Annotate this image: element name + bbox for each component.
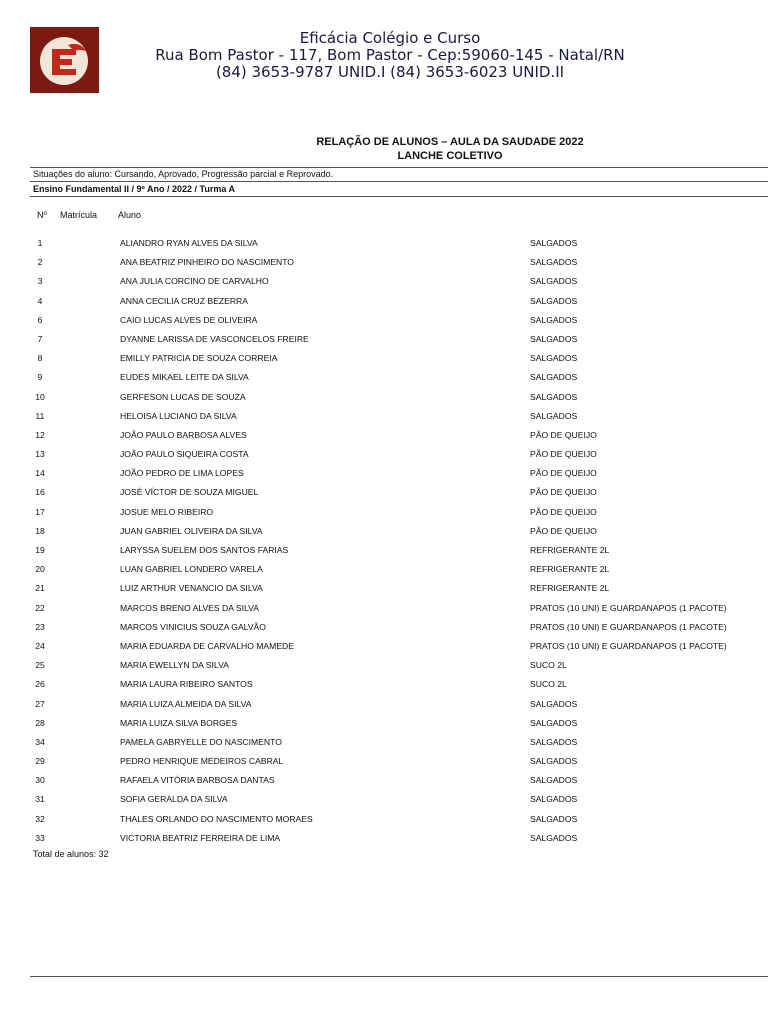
student-row bbox=[0, 465, 768, 484]
student-item: SALGADOS bbox=[530, 257, 578, 268]
student-number: 27 bbox=[35, 698, 45, 709]
student-number: 33 bbox=[35, 832, 45, 843]
student-item: PÃO DE QUEIJO bbox=[530, 429, 597, 440]
student-name: CAIO LUCAS ALVES DE OLIVEIRA bbox=[120, 314, 258, 325]
turma-label: Ensino Fundamental II / 9º Ano / 2022 / Turma A bbox=[33, 184, 235, 194]
student-number: 8 bbox=[37, 353, 43, 364]
student-row bbox=[0, 830, 768, 849]
student-name: MARCOS BRENO ALVES DA SILVA bbox=[120, 602, 259, 613]
divider-top bbox=[30, 167, 768, 168]
logo-graphic bbox=[30, 27, 99, 93]
divider-situacao bbox=[30, 181, 768, 182]
student-row bbox=[0, 791, 768, 810]
school-address: Rua Bom Pastor - 117, Bom Pastor - Cep:59060-145 - Natal/RN bbox=[155, 46, 625, 64]
student-name: ANA BEATRIZ PINHEIRO DO NASCIMENTO bbox=[120, 257, 294, 268]
student-row bbox=[0, 427, 768, 446]
student-item: SALGADOS bbox=[530, 698, 578, 709]
student-name: JOSÉ VÍCTOR DE SOUZA MIGUEL bbox=[120, 487, 259, 498]
student-name: JOÃO PEDRO DE LIMA LOPES bbox=[120, 468, 244, 479]
student-item: PÃO DE QUEIJO bbox=[530, 506, 597, 517]
student-row bbox=[0, 715, 768, 734]
student-number: 20 bbox=[35, 564, 45, 575]
student-row bbox=[0, 273, 768, 292]
student-item: PÃO DE QUEIJO bbox=[530, 449, 597, 460]
student-item: SALGADOS bbox=[530, 238, 578, 248]
student-row bbox=[0, 504, 768, 523]
student-row bbox=[0, 312, 768, 331]
student-item: SALGADOS bbox=[530, 756, 578, 767]
divider-footer bbox=[30, 976, 768, 977]
student-row bbox=[0, 446, 768, 465]
student-item: REFRIGERANTE 2L bbox=[530, 583, 610, 594]
student-item: SALGADOS bbox=[530, 794, 578, 805]
student-number: 9 bbox=[37, 372, 43, 383]
student-number: 31 bbox=[35, 794, 45, 805]
student-row bbox=[0, 638, 768, 657]
student-name: MARIA EDUARDA DE CARVALHO MAMEDE bbox=[120, 640, 294, 651]
student-row bbox=[0, 734, 768, 753]
student-item: SALGADOS bbox=[530, 391, 578, 402]
student-item: SUCO 2L bbox=[530, 660, 567, 671]
student-name: LARYSSA SUELEM DOS SANTOS FARIAS bbox=[120, 545, 289, 555]
student-item: PRATOS (10 UNI) E GUARDANAPOS (1 PACOTE) bbox=[530, 602, 727, 613]
student-name: JOÃO PAULO BARBOSA ALVES bbox=[120, 429, 247, 440]
student-number: 1 bbox=[37, 238, 43, 248]
student-item: REFRIGERANTE 2L bbox=[530, 564, 610, 575]
situacao-note: Situações do aluno: Cursando, Aprovado, Progressão parcial e Reprovado. bbox=[33, 169, 334, 179]
student-name: EMILLY PATRICIA DE SOUZA CORREIA bbox=[120, 353, 278, 364]
student-name: MARIA EWELLYN DA SILVA bbox=[120, 660, 229, 671]
student-number: 32 bbox=[35, 813, 45, 824]
student-row bbox=[0, 600, 768, 619]
student-name: ANNA CECILIA CRUZ BEZERRA bbox=[120, 295, 248, 306]
student-item: SALGADOS bbox=[530, 333, 578, 344]
report-title: RELAÇÃO DE ALUNOS – AULA DA SAUDADE 2022 bbox=[316, 136, 584, 148]
student-item: SALGADOS bbox=[530, 295, 578, 306]
student-name: JOSUE MELO RIBEIRO bbox=[120, 506, 214, 517]
student-number: 4 bbox=[37, 295, 43, 306]
report-title-block bbox=[250, 135, 650, 163]
student-item: SALGADOS bbox=[530, 372, 578, 383]
student-item: SALGADOS bbox=[530, 775, 578, 786]
student-number: 28 bbox=[35, 717, 45, 728]
student-name: MARIA LUIZA SILVA BORGES bbox=[120, 717, 238, 728]
student-name: ANA JULIA CORCINO DE CARVALHO bbox=[120, 276, 269, 287]
student-row bbox=[0, 293, 768, 312]
student-number: 16 bbox=[35, 487, 45, 498]
student-number: 2 bbox=[37, 257, 43, 268]
student-number: 30 bbox=[35, 775, 45, 786]
student-row bbox=[0, 331, 768, 350]
student-row bbox=[0, 542, 768, 561]
student-number: 23 bbox=[35, 621, 45, 632]
student-item: SUCO 2L bbox=[530, 679, 567, 690]
eficacia-logo-icon bbox=[30, 27, 99, 93]
student-row bbox=[0, 254, 768, 273]
student-item: PÃO DE QUEIJO bbox=[530, 525, 597, 536]
student-number: 11 bbox=[35, 410, 45, 421]
student-name: JOÃO PAULO SIQUEIRA COSTA bbox=[120, 449, 249, 460]
student-row bbox=[0, 369, 768, 388]
student-row bbox=[0, 772, 768, 791]
student-number: 26 bbox=[35, 679, 45, 690]
student-item: SALGADOS bbox=[530, 410, 578, 421]
student-row bbox=[0, 676, 768, 695]
divider-turma bbox=[30, 196, 768, 197]
student-number: 21 bbox=[35, 583, 45, 594]
student-row bbox=[0, 657, 768, 676]
student-row bbox=[0, 696, 768, 715]
student-item: PRATOS (10 UNI) E GUARDANAPOS (1 PACOTE) bbox=[530, 640, 727, 651]
student-name: VICTORIA BEATRIZ FERREIRA DE LIMA bbox=[120, 832, 281, 843]
student-row bbox=[0, 561, 768, 580]
column-header-aluno: Aluno bbox=[118, 210, 142, 220]
student-row bbox=[0, 753, 768, 772]
student-item: SALGADOS bbox=[530, 353, 578, 364]
student-item: SALGADOS bbox=[530, 813, 578, 824]
student-number: 24 bbox=[35, 640, 45, 651]
student-row bbox=[0, 619, 768, 638]
student-number: 6 bbox=[37, 314, 43, 325]
student-item: SALGADOS bbox=[530, 276, 578, 287]
student-name: JUAN GABRIEL OLIVEIRA DA SILVA bbox=[120, 525, 263, 536]
student-number: 13 bbox=[35, 449, 45, 460]
student-item: SALGADOS bbox=[530, 736, 578, 747]
student-item: SALGADOS bbox=[530, 832, 578, 843]
student-item: PÃO DE QUEIJO bbox=[530, 487, 597, 498]
student-row bbox=[0, 350, 768, 369]
student-number: 12 bbox=[35, 429, 45, 440]
student-name: RAFAELA VITÓRIA BARBOSA DANTAS bbox=[120, 775, 275, 786]
student-row bbox=[0, 523, 768, 542]
student-row bbox=[0, 235, 768, 254]
student-number: 34 bbox=[35, 736, 45, 747]
student-number: 18 bbox=[35, 525, 45, 536]
student-name: PAMELA GABRYELLE DO NASCIMENTO bbox=[120, 736, 282, 747]
school-header bbox=[130, 30, 650, 81]
student-name: MARIA LUIZA ALMEIDA DA SILVA bbox=[120, 698, 252, 709]
student-number: 17 bbox=[35, 506, 45, 517]
student-name: MARIA LAURA RIBEIRO SANTOS bbox=[120, 679, 253, 690]
student-number: 7 bbox=[37, 333, 43, 344]
student-item: SALGADOS bbox=[530, 314, 578, 325]
student-list bbox=[0, 235, 768, 849]
student-number: 3 bbox=[37, 276, 43, 287]
student-number: 25 bbox=[35, 660, 45, 671]
student-name: GERFESON LUCAS DE SOUZA bbox=[120, 391, 246, 402]
student-row bbox=[0, 484, 768, 503]
student-name: ALIANDRO RYAN ALVES DA SILVA bbox=[120, 238, 258, 248]
student-name: MARCOS VINICIUS SOUZA GALVÃO bbox=[120, 621, 266, 632]
student-number: 19 bbox=[35, 545, 45, 555]
student-name: DYANNE LARISSA DE VASCONCELOS FREIRE bbox=[120, 333, 309, 344]
student-name: THALES ORLANDO DO NASCIMENTO MORAES bbox=[120, 813, 313, 824]
student-number: 22 bbox=[35, 602, 45, 613]
school-phones: (84) 3653-9787 UNID.I (84) 3653-6023 UNID.II bbox=[215, 63, 565, 81]
student-name: SOFIA GERALDA DA SILVA bbox=[120, 794, 228, 805]
student-number: 10 bbox=[35, 391, 45, 402]
total-students: Total de alunos: 32 bbox=[33, 849, 109, 859]
student-row bbox=[0, 389, 768, 408]
student-number: 29 bbox=[35, 756, 45, 767]
column-header-matricula: Matrícula bbox=[60, 210, 98, 220]
student-row bbox=[0, 811, 768, 830]
student-item: PÃO DE QUEIJO bbox=[530, 468, 597, 479]
student-row bbox=[0, 408, 768, 427]
student-item: SALGADOS bbox=[530, 717, 578, 728]
student-name: LUAN GABRIEL LONDERO VARELA bbox=[120, 564, 263, 575]
student-number: 14 bbox=[35, 468, 45, 479]
student-name: HELOISA LUCIANO DA SILVA bbox=[120, 410, 237, 421]
student-name: LUIZ ARTHUR VENANCIO DA SILVA bbox=[120, 583, 263, 594]
student-item: PRATOS (10 UNI) E GUARDANAPOS (1 PACOTE) bbox=[530, 621, 727, 632]
column-header-num: Nº bbox=[37, 210, 47, 220]
student-name: PEDRO HENRIQUE MEDEIROS CABRAL bbox=[120, 756, 284, 767]
student-name: EUDES MIKAEL LEITE DA SILVA bbox=[120, 372, 249, 383]
student-item: REFRIGERANTE 2L bbox=[530, 545, 610, 555]
student-row bbox=[0, 580, 768, 599]
school-name: Eficácia Colégio e Curso bbox=[299, 29, 481, 47]
report-subtitle: LANCHE COLETIVO bbox=[397, 150, 503, 162]
